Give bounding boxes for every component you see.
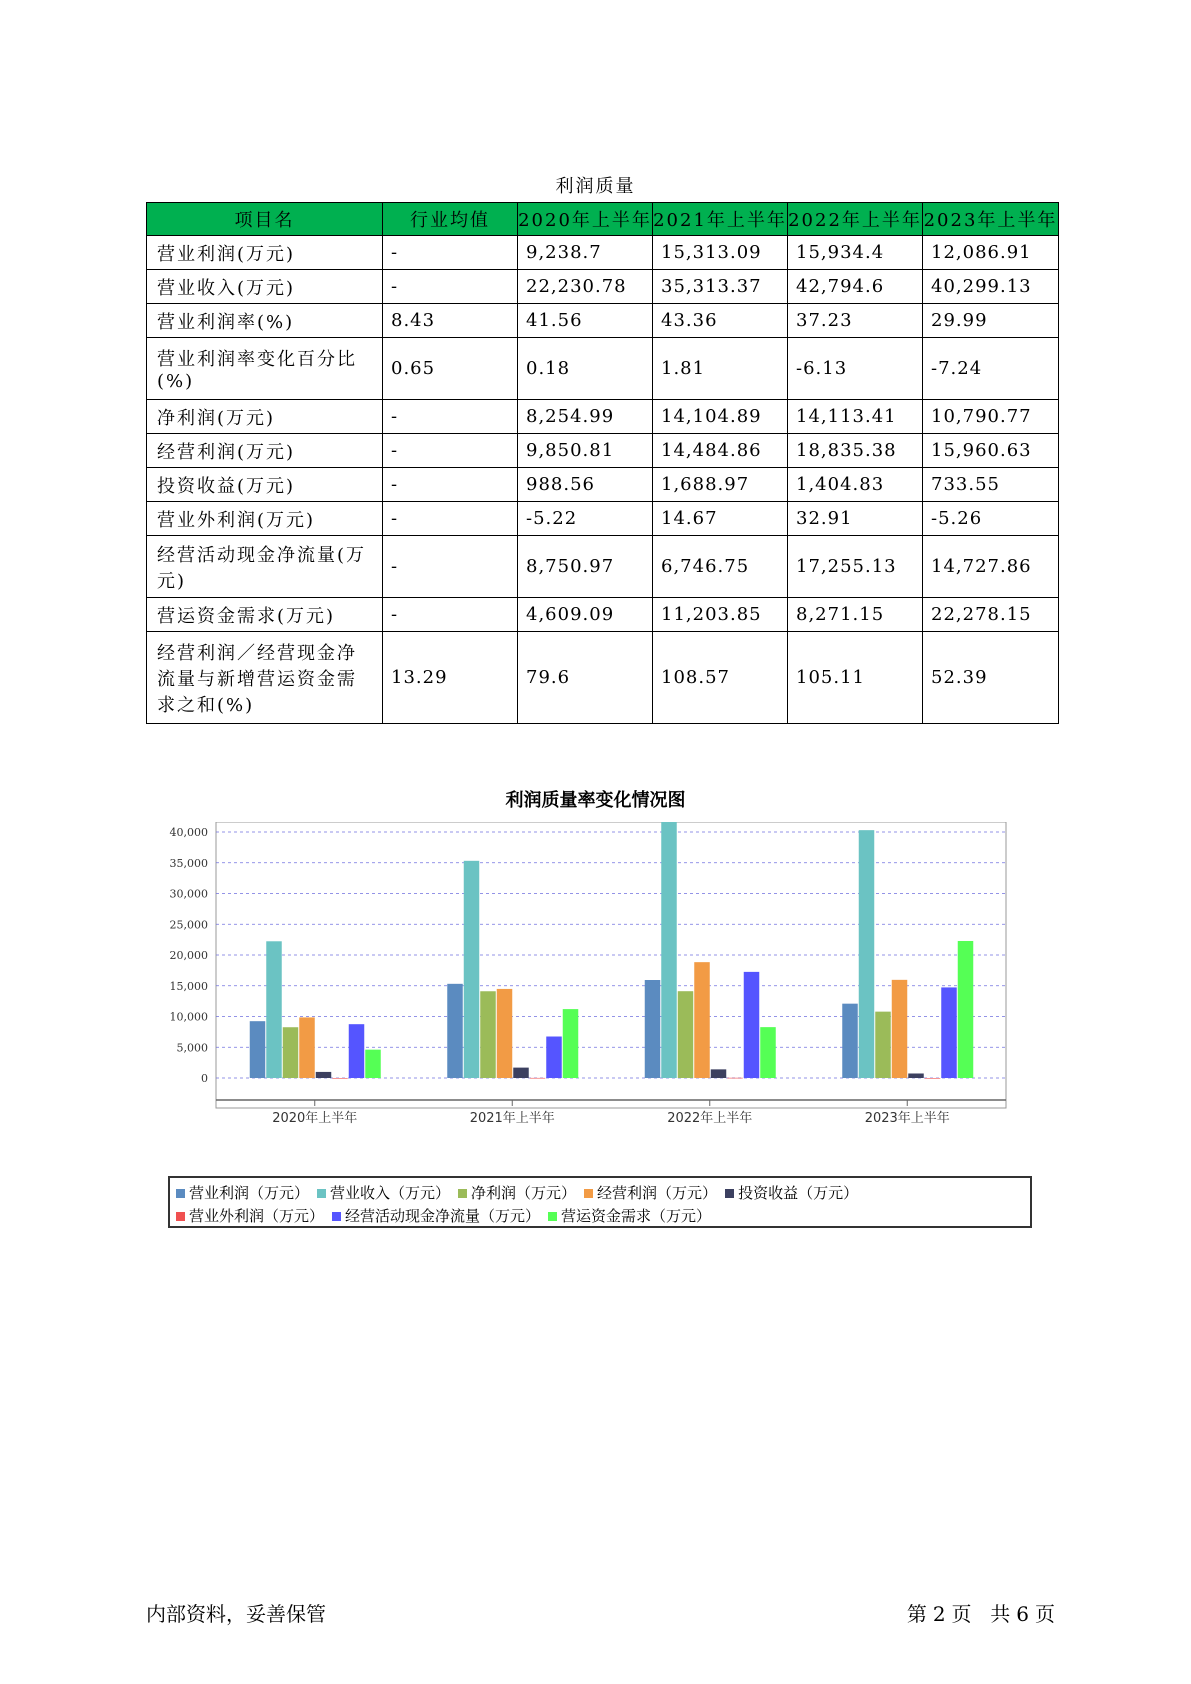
- bar-0-0: [250, 1021, 266, 1078]
- bar-0-1: [266, 941, 282, 1078]
- legend-swatch: [176, 1189, 185, 1198]
- table-cell: 14,484.86: [653, 434, 788, 468]
- table-cell: 10,790.77: [923, 400, 1059, 434]
- table-cell: 22,230.78: [518, 270, 653, 304]
- table-cell: 14.67: [653, 502, 788, 536]
- legend-label: 净利润（万元）: [471, 1184, 577, 1202]
- table-cell: 12,086.91: [923, 236, 1059, 270]
- row-label: 营业外利润(万元): [147, 502, 383, 536]
- bar-1-5: [530, 1078, 546, 1079]
- table-cell: 43.36: [653, 304, 788, 338]
- y-tick-label: 30,000: [169, 887, 208, 901]
- row-label: 营业利润率变化百分比(%): [147, 338, 383, 400]
- table-cell: 79.6: [518, 632, 653, 724]
- legend-label: 营业外利润（万元）: [189, 1207, 325, 1225]
- table-cell: 988.56: [518, 468, 653, 502]
- table-cell: 52.39: [923, 632, 1059, 724]
- table-cell: -: [383, 598, 518, 632]
- legend-item: [176, 1182, 309, 1205]
- table-cell: 4,609.09: [518, 598, 653, 632]
- bar-0-3: [299, 1017, 315, 1078]
- col-header: 2021年上半年: [653, 203, 788, 236]
- table-row: [147, 400, 1059, 434]
- bar-0-7: [365, 1050, 381, 1078]
- legend-item: [725, 1182, 858, 1205]
- table-cell: 8,750.97: [518, 536, 653, 598]
- table-cell: 11,203.85: [653, 598, 788, 632]
- table-row: [147, 468, 1059, 502]
- row-label: 营业利润(万元): [147, 236, 383, 270]
- table-cell: 105.11: [788, 632, 923, 724]
- table-row: [147, 270, 1059, 304]
- table-cell: 29.99: [923, 304, 1059, 338]
- table-cell: 40,299.13: [923, 270, 1059, 304]
- legend-item: [458, 1182, 576, 1205]
- table-cell: -5.22: [518, 502, 653, 536]
- x-tick-label: 2021年上半年: [469, 1111, 555, 1126]
- col-header: 2023年上半年: [923, 203, 1059, 236]
- y-tick-label: 40,000: [169, 826, 208, 839]
- table-cell: 15,313.09: [653, 236, 788, 270]
- table-cell: 41.56: [518, 304, 653, 338]
- row-label: 营业收入(万元): [147, 270, 383, 304]
- bar-2-2: [678, 991, 694, 1078]
- row-label: 营业利润率(%): [147, 304, 383, 338]
- table-cell: 6,746.75: [653, 536, 788, 598]
- legend-label: 经营利润（万元）: [597, 1184, 718, 1202]
- footer-page-number: 第 2 页 共 6 页: [906, 1602, 1055, 1626]
- table-cell: 42,794.6: [788, 270, 923, 304]
- col-header: 2020年上半年: [518, 203, 653, 236]
- footer-confidential: 内部资料，妥善保管: [146, 1602, 326, 1626]
- table-title: 利润质量: [555, 176, 636, 197]
- legend-swatch: [725, 1189, 734, 1198]
- table-cell: -: [383, 536, 518, 598]
- table-cell: 18,835.38: [788, 434, 923, 468]
- chart-title: 利润质量率变化情况图: [505, 790, 686, 811]
- bar-0-5: [332, 1078, 348, 1079]
- x-tick-label: 2020年上半年: [272, 1111, 358, 1126]
- table-cell: 0.18: [518, 338, 653, 400]
- table-cell: 1,688.97: [653, 468, 788, 502]
- legend-swatch: [317, 1189, 326, 1198]
- bar-2-1: [661, 822, 677, 1078]
- x-tick-label: 2023年上半年: [864, 1111, 950, 1126]
- bar-3-3: [892, 980, 908, 1078]
- bar-2-4: [711, 1069, 727, 1078]
- table-cell: -: [383, 434, 518, 468]
- legend-label: 营运资金需求（万元）: [561, 1207, 712, 1225]
- bar-3-2: [875, 1012, 891, 1078]
- bar-3-5: [925, 1078, 941, 1079]
- table-cell: 17,255.13: [788, 536, 923, 598]
- table-row: [147, 434, 1059, 468]
- row-label: 经营活动现金净流量(万元): [147, 536, 383, 598]
- table-cell: -: [383, 468, 518, 502]
- legend-label: 营业收入（万元）: [330, 1184, 451, 1202]
- table-cell: -: [383, 502, 518, 536]
- table-row: [147, 536, 1059, 598]
- table-cell: -7.24: [923, 338, 1059, 400]
- legend-swatch: [548, 1212, 557, 1221]
- bar-1-0: [447, 984, 463, 1078]
- y-tick-label: 15,000: [169, 979, 208, 993]
- table-cell: 22,278.15: [923, 598, 1059, 632]
- bar-1-6: [546, 1037, 562, 1078]
- bar-1-4: [513, 1068, 529, 1078]
- row-label: 经营利润(万元): [147, 434, 383, 468]
- table-cell: 14,113.41: [788, 400, 923, 434]
- table-cell: 733.55: [923, 468, 1059, 502]
- table-cell: 32.91: [788, 502, 923, 536]
- table-cell: 15,960.63: [923, 434, 1059, 468]
- table-row: [147, 598, 1059, 632]
- table-cell: 1.81: [653, 338, 788, 400]
- y-tick-label: 0: [201, 1072, 208, 1085]
- y-tick-label: 20,000: [169, 949, 208, 962]
- table-cell: 13.29: [383, 632, 518, 724]
- table-cell: 8,254.99: [518, 400, 653, 434]
- table-cell: 14,104.89: [653, 400, 788, 434]
- table-cell: -6.13: [788, 338, 923, 400]
- bar-1-1: [464, 861, 480, 1078]
- legend-item: [332, 1205, 540, 1228]
- table-cell: 14,727.86: [923, 536, 1059, 598]
- legend-label: 投资收益（万元）: [738, 1184, 859, 1202]
- legend-swatch: [584, 1189, 593, 1198]
- row-label: 经营利润／经营现金净流量与新增营运资金需求之和(%): [147, 632, 383, 724]
- table-row: [147, 632, 1059, 724]
- table-cell: 9,238.7: [518, 236, 653, 270]
- chart-legend: [168, 1176, 1032, 1228]
- bar-3-6: [941, 987, 957, 1078]
- bar-0-6: [349, 1024, 365, 1078]
- legend-item: [584, 1182, 717, 1205]
- x-tick-label: 2022年上半年: [667, 1111, 753, 1126]
- table-cell: -: [383, 236, 518, 270]
- bar-3-4: [908, 1073, 924, 1078]
- bar-chart: [160, 822, 1032, 1162]
- legend-label: 经营活动现金净流量（万元）: [345, 1207, 541, 1225]
- bar-1-3: [497, 989, 513, 1078]
- bar-2-5: [727, 1078, 743, 1079]
- table-cell: 15,934.4: [788, 236, 923, 270]
- bar-3-0: [842, 1004, 858, 1078]
- y-tick-label: 5,000: [176, 1041, 208, 1055]
- table-cell: 37.23: [788, 304, 923, 338]
- legend-swatch: [176, 1212, 185, 1221]
- table-cell: 8,271.15: [788, 598, 923, 632]
- y-tick-label: 10,000: [169, 1010, 208, 1024]
- bar-2-6: [744, 972, 760, 1078]
- profit-quality-table: [146, 202, 1059, 724]
- table-row: [147, 304, 1059, 338]
- bar-1-7: [563, 1009, 579, 1078]
- legend-label: 营业利润（万元）: [189, 1184, 310, 1202]
- row-label: 净利润(万元): [147, 400, 383, 434]
- table-row: [147, 502, 1059, 536]
- y-tick-label: 35,000: [169, 856, 208, 870]
- bar-0-2: [283, 1027, 299, 1078]
- legend-item: [176, 1205, 324, 1228]
- row-label: 营运资金需求(万元): [147, 598, 383, 632]
- legend-item: [317, 1182, 450, 1205]
- bar-2-3: [694, 962, 710, 1078]
- legend-swatch: [332, 1212, 341, 1221]
- table-cell: 0.65: [383, 338, 518, 400]
- legend-item: [548, 1205, 711, 1228]
- bar-2-0: [645, 980, 661, 1078]
- table-cell: 8.43: [383, 304, 518, 338]
- bar-0-4: [316, 1072, 332, 1078]
- table-row: [147, 338, 1059, 400]
- table-cell: -5.26: [923, 502, 1059, 536]
- table-cell: 9,850.81: [518, 434, 653, 468]
- col-header: 2022年上半年: [788, 203, 923, 236]
- col-header: 行业均值: [383, 203, 518, 236]
- bar-3-1: [859, 830, 875, 1078]
- table-cell: 1,404.83: [788, 468, 923, 502]
- bar-3-7: [958, 941, 974, 1078]
- row-label: 投资收益(万元): [147, 468, 383, 502]
- y-tick-label: 25,000: [169, 918, 208, 932]
- table-header-row: [147, 203, 1059, 236]
- bar-2-7: [760, 1027, 776, 1078]
- table-row: [147, 236, 1059, 270]
- table-cell: 108.57: [653, 632, 788, 724]
- col-header: 项目名: [147, 203, 383, 236]
- legend-swatch: [458, 1189, 467, 1198]
- table-cell: -: [383, 400, 518, 434]
- table-cell: -: [383, 270, 518, 304]
- table-cell: 35,313.37: [653, 270, 788, 304]
- bar-1-2: [480, 991, 496, 1078]
